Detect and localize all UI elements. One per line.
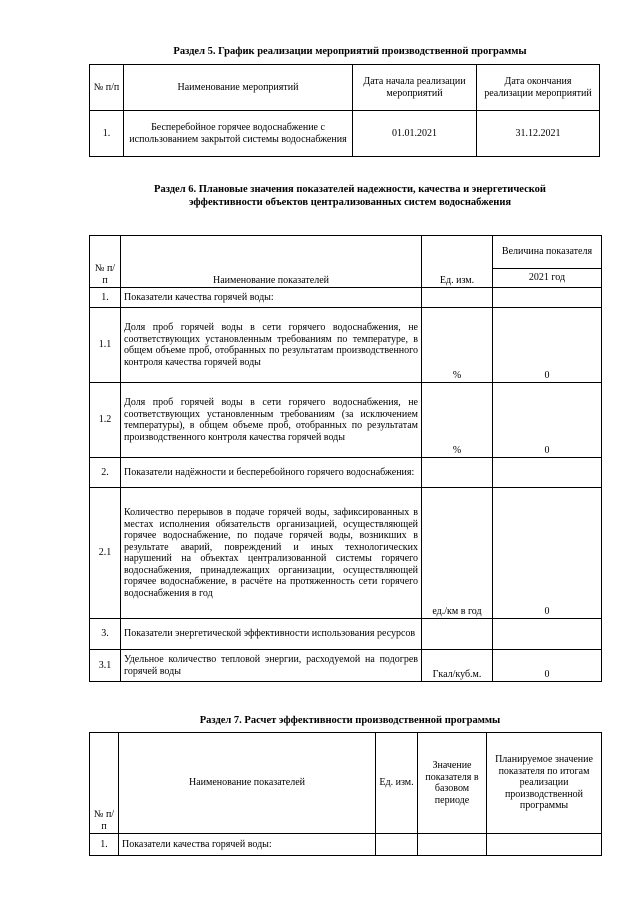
section6-table — [89, 235, 602, 682]
row-num: 1. — [90, 288, 121, 308]
table-row — [90, 488, 602, 619]
row-num: 3. — [90, 619, 121, 650]
section7-table — [89, 732, 602, 856]
row-name: Доля проб горячей воды в сети горячего водоснабжения, не соответствующих установленным требованиям (за исключением температуры), в общем объеме проб, отобранных по результатам производственного контроля качества горячей воды — [121, 383, 422, 458]
table-row — [90, 834, 602, 856]
table-row — [90, 650, 602, 682]
row-name: Удельное количество тепловой энергии, расходуемой на подогрев горячей воды — [121, 650, 422, 682]
section5-title: Раздел 5. График реализации мероприятий производственной программы — [173, 46, 527, 57]
row-start-date: 01.01.2021 — [353, 111, 477, 157]
row-num: 1. — [90, 834, 119, 856]
row-num: 3.1 — [90, 650, 121, 682]
row-num: 1.1 — [90, 308, 121, 383]
row-value — [493, 288, 602, 308]
row-value — [493, 619, 602, 650]
header-planned: Планируемое значение показателя по итогам реализации производственной программы — [487, 733, 602, 834]
header-name: Наименование показателей — [121, 236, 422, 288]
header-end-date: Дата окончания реализации мероприятий — [477, 65, 600, 111]
row-name: Бесперебойное горячее водоснабжение с использованием закрытой системы водоснабжения — [124, 111, 353, 157]
row-base — [418, 834, 487, 856]
row-unit — [422, 458, 493, 488]
header-start-date: Дата начала реализации мероприятий — [353, 65, 477, 111]
header-unit: Ед. изм. — [376, 733, 418, 834]
header-value-group: Величина показателя — [493, 236, 602, 269]
table-header-row — [90, 733, 602, 834]
row-unit: Гкал/куб.м. — [422, 650, 493, 682]
row-end-date: 31.12.2021 — [477, 111, 600, 157]
table-row — [90, 111, 600, 157]
header-name: Наименование мероприятий — [124, 65, 353, 111]
header-name: Наименование показателей — [119, 733, 376, 834]
header-base: Значение показателя в базовом периоде — [418, 733, 487, 834]
row-unit: % — [422, 308, 493, 383]
row-num: 1.2 — [90, 383, 121, 458]
row-name: Показатели надёжности и бесперебойного горячего водоснабжения: — [121, 458, 422, 488]
table-header-row — [90, 65, 600, 111]
table-row — [90, 458, 602, 488]
table-row — [90, 619, 602, 650]
row-value: 0 — [493, 383, 602, 458]
row-value: 0 — [493, 650, 602, 682]
row-planned — [487, 834, 602, 856]
section7-title: Раздел 7. Расчет эффективности производственной программы — [199, 715, 501, 726]
row-num: 1. — [90, 111, 124, 157]
row-unit: ед./км в год — [422, 488, 493, 619]
row-value: 0 — [493, 308, 602, 383]
header-year: 2021 год — [493, 269, 602, 288]
table-row — [90, 383, 602, 458]
table-row — [90, 288, 602, 308]
header-num: № п/п — [90, 733, 119, 834]
section6-title: Раздел 6. Плановые значения показателей надежности, качества и энергетической эффективности объектов централизованных систем водоснабжения — [154, 184, 546, 208]
row-unit — [422, 619, 493, 650]
row-name: Показатели качества горячей воды: — [121, 288, 422, 308]
section5-table — [89, 64, 600, 157]
table-row — [90, 308, 602, 383]
row-name: Показатели энергетической эффективности использования ресурсов — [121, 619, 422, 650]
row-unit — [422, 288, 493, 308]
header-num: № п/п — [90, 236, 121, 288]
row-unit: % — [422, 383, 493, 458]
row-name: Количество перерывов в подаче горячей воды, зафиксированных в местах исполнения обязательств организацией, осуществляющей горячее водоснабжение, по подаче горячей воды, возникших в результате аварий, повреждений и иных технологических нарушений на объектах централизованной системы горячего водоснабжения, принадлежащих организации, осуществляющей горячее водоснабжение, в расчёте на протяженность сети горячего водоснабжения в год — [121, 488, 422, 619]
row-value — [493, 458, 602, 488]
row-num: 2. — [90, 458, 121, 488]
header-unit: Ед. изм. — [422, 236, 493, 288]
table-header-row — [90, 236, 602, 269]
row-value: 0 — [493, 488, 602, 619]
row-num: 2.1 — [90, 488, 121, 619]
row-unit — [376, 834, 418, 856]
header-num: № п/п — [90, 65, 124, 111]
row-name: Доля проб горячей воды в сети горячего водоснабжения, не соответствующих установленным требованиям по температуре, в общем объеме проб, отобранных по результатам производственного контроля качества горячей воды — [121, 308, 422, 383]
row-name: Показатели качества горячей воды: — [119, 834, 376, 856]
